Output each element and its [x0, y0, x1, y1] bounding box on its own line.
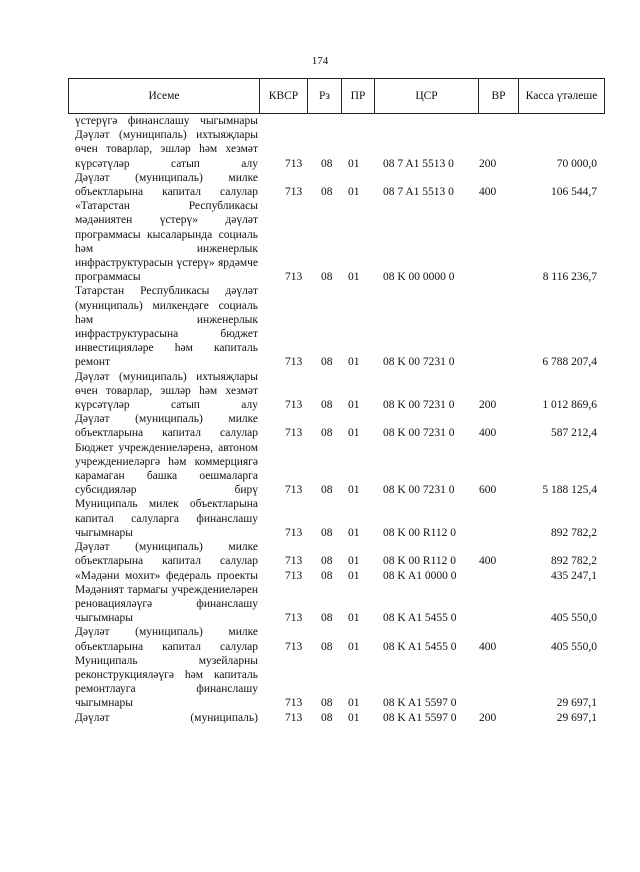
row-pr: 01 [348, 697, 360, 710]
row-rz: 08 [321, 640, 333, 653]
row-kvsr: 713 [285, 186, 303, 199]
table-row [75, 497, 605, 540]
row-pr: 01 [348, 569, 360, 582]
row-kvsr: 713 [285, 612, 303, 625]
row-rz: 08 [321, 612, 333, 625]
row-csr: 08 K 00 R112 0 [383, 555, 457, 568]
row-rz: 08 [321, 484, 333, 497]
row-kvsr: 713 [285, 555, 303, 568]
row-kassa: 892 782,2 [551, 555, 597, 568]
row-kvsr: 713 [285, 640, 303, 653]
row-kassa: 892 782,2 [551, 526, 597, 539]
table-row [75, 370, 605, 413]
row-rz: 08 [321, 271, 333, 284]
row-pr: 01 [348, 711, 360, 724]
header-csr: ЦСР [375, 79, 479, 113]
table-row [75, 114, 605, 128]
row-kvsr: 713 [285, 427, 303, 440]
row-csr: 08 K A1 5597 0 [383, 711, 457, 724]
row-vr: 200 [479, 399, 497, 412]
table-row [75, 569, 605, 583]
table-row [75, 583, 605, 626]
row-vr: 200 [479, 157, 497, 170]
row-kvsr: 713 [285, 484, 303, 497]
row-name: Бюджет учреждениеләренә, автоном учреждениеләргә һәм коммерциягә карамаган башка оешмаларга субсидияләр бирү [75, 441, 258, 497]
row-csr: 08 K 00 0000 0 [383, 271, 455, 284]
row-pr: 01 [348, 526, 360, 539]
row-kassa: 1 012 869,6 [542, 399, 597, 412]
row-kassa: 70 000,0 [556, 157, 597, 170]
row-vr: 200 [479, 711, 497, 724]
row-rz: 08 [321, 427, 333, 440]
row-name: Дәүләт (муниципаль) милке объектларына капитал салулар [75, 171, 258, 199]
row-name: Дәүләт (муниципаль) ихтыяҗлары өчен товарлар, эшләр һәм хезмәт күрсәтүләр сатып алу [75, 370, 258, 412]
row-csr: 08 K A1 5455 0 [383, 640, 457, 653]
row-kassa: 29 697,1 [556, 711, 597, 724]
row-kvsr: 713 [285, 526, 303, 539]
row-kassa: 5 188 125,4 [542, 484, 597, 497]
row-vr: 400 [479, 555, 497, 568]
row-kassa: 405 550,0 [551, 612, 597, 625]
header-rz: Рз [308, 79, 342, 113]
row-rz: 08 [321, 711, 333, 724]
row-csr: 08 7 A1 5513 0 [383, 157, 454, 170]
row-kvsr: 713 [285, 271, 303, 284]
row-pr: 01 [348, 356, 360, 369]
table-row [75, 625, 605, 653]
row-kassa: 106 544,7 [551, 186, 597, 199]
row-rz: 08 [321, 356, 333, 369]
page-number: 174 [311, 55, 329, 67]
table-row [75, 540, 605, 568]
row-csr: 08 K 00 7231 0 [383, 484, 455, 497]
row-kassa: 435 247,1 [551, 569, 597, 582]
row-kvsr: 713 [285, 697, 303, 710]
row-kvsr: 713 [285, 157, 303, 170]
row-name: «Мәдәни мохит» федераль проекты [75, 569, 258, 582]
table-row [75, 711, 605, 725]
row-rz: 08 [321, 697, 333, 710]
row-pr: 01 [348, 484, 360, 497]
table-body [75, 114, 605, 725]
table-row [75, 128, 605, 171]
row-name: Мәдәният тармагы учреждениеләрен реновацияләүгә финанслашу чыгымнары [75, 583, 258, 625]
row-name: «Татарстан Республикасы мәдәниятен үстерү» дәүләт программасы кысаларында социаль һәм инженерлык инфраструктурасын үстерү» ярдәмче программасы [75, 200, 258, 284]
row-vr: 600 [479, 484, 497, 497]
table-row [75, 654, 605, 711]
row-csr: 08 K 00 7231 0 [383, 356, 455, 369]
table-row [75, 412, 605, 440]
row-name: үстерүгә финанслашу чыгымнары [75, 115, 258, 127]
row-rz: 08 [321, 555, 333, 568]
row-kvsr: 713 [285, 356, 303, 369]
row-name: Дәүләт (муниципаль) милке объектларына капитал салулар [75, 626, 258, 653]
row-kassa: 405 550,0 [551, 640, 597, 653]
table-row [75, 199, 605, 284]
row-vr: 400 [479, 186, 497, 199]
table-header [68, 78, 605, 114]
row-kassa: 6 788 207,4 [542, 356, 597, 369]
row-name: Дәүләт (муниципаль) [75, 711, 258, 724]
row-kvsr: 713 [285, 711, 303, 724]
row-vr: 400 [479, 427, 497, 440]
row-csr: 08 K 00 R112 0 [383, 526, 457, 539]
row-vr: 400 [479, 640, 497, 653]
row-pr: 01 [348, 157, 360, 170]
row-kvsr: 713 [285, 399, 303, 412]
row-pr: 01 [348, 640, 360, 653]
row-csr: 08 K A1 5597 0 [383, 697, 457, 710]
row-rz: 08 [321, 399, 333, 412]
header-vr: ВР [479, 79, 519, 113]
row-rz: 08 [321, 526, 333, 539]
header-kassa: Касса үтәлеше [525, 90, 598, 102]
row-name: Дәүләт (муниципаль) милке объектларына капитал салулар [75, 413, 258, 440]
table-row [75, 171, 605, 199]
row-kassa: 587 212,4 [551, 427, 597, 440]
row-pr: 01 [348, 427, 360, 440]
row-rz: 08 [321, 186, 333, 199]
row-csr: 08 K A1 5455 0 [383, 612, 457, 625]
header-pr: ПР [342, 79, 375, 113]
row-rz: 08 [321, 569, 333, 582]
row-csr: 08 K 00 7231 0 [383, 427, 455, 440]
row-pr: 01 [348, 612, 360, 625]
row-rz: 08 [321, 157, 333, 170]
row-pr: 01 [348, 186, 360, 199]
header-name: Исеме [69, 79, 260, 113]
row-pr: 01 [348, 555, 360, 568]
row-csr: 08 K A1 0000 0 [383, 569, 457, 582]
row-name: Дәүләт (муниципаль) милке объектларына капитал салулар [75, 541, 258, 568]
row-csr: 08 K 00 7231 0 [383, 399, 455, 412]
row-kassa: 29 697,1 [556, 697, 597, 710]
header-kvsr: КВСР [260, 79, 308, 113]
row-name: Дәүләт (муниципаль) ихтыяҗлары өчен товарлар, эшләр һәм хезмәт күрсәтүләр сатып алу [75, 129, 258, 170]
table-row [75, 441, 605, 498]
row-pr: 01 [348, 399, 360, 412]
row-pr: 01 [348, 271, 360, 284]
row-kassa: 8 116 236,7 [542, 271, 597, 284]
row-name: Муниципаль музейларны реконструкцияләүгә һәм капиталь ремонтлауга финанслашу чыгымнары [75, 654, 258, 710]
table-row [75, 284, 605, 369]
row-name: Татарстан Республикасы дәүләт (муниципаль) милкендәге социаль һәм инженерлык инфраструктурасына бюджет инвестицияләре һәм капиталь ремонт [75, 285, 258, 369]
row-kvsr: 713 [285, 569, 303, 582]
row-name: Муниципаль милек объектларына капитал салуларга финанслашу чыгымнары [75, 498, 258, 539]
row-csr: 08 7 A1 5513 0 [383, 186, 454, 199]
